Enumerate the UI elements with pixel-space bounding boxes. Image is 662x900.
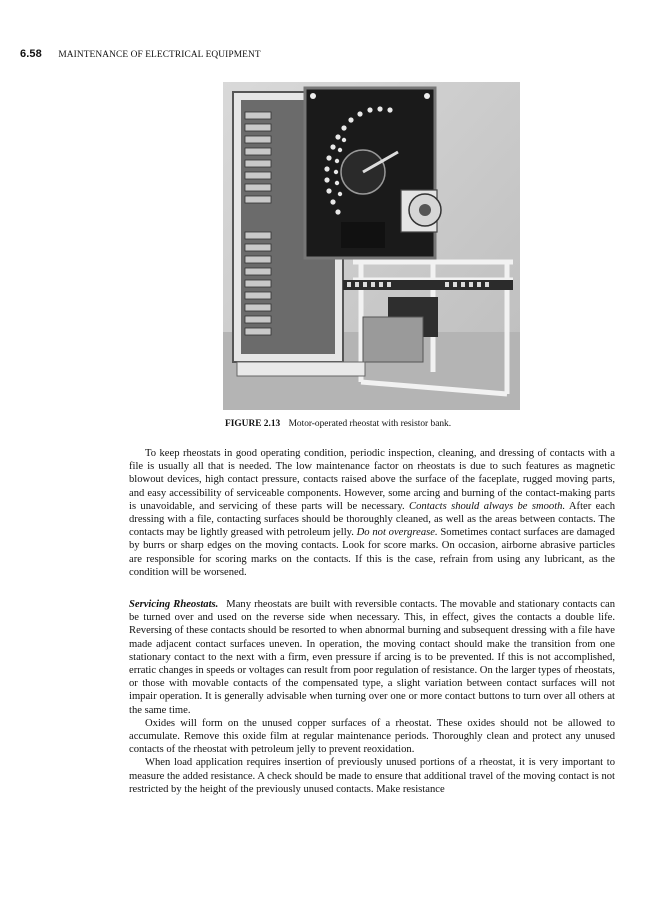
servicing-section [129,598,615,796]
rheostat-photo-illustration [223,82,520,410]
intro-sentences-1: To keep rheostats in good operating condition, periodic inspection, cleaning, and dressing of contacts with a file is usually all that is needed. The low maintenance factor on rheostats is due to such features as magnetic blowout devices, high contact pressure, contacts raised above the surface of the faceplate, rugged moving parts, and easy accessibility of serviceable components. However, some arcing and burning of the contact-making parts is unavoidable, and servicing of these parts will be necessary. [129,448,615,512]
intro-sentences-2: After each dressing with a file, contacting surfaces should be thoroughly cleaned, as well as the areas between contacts. The contacts may be lightly greased with petroleum jelly. [129,500,616,539]
page-number: 6.58 [20,48,42,60]
figure-photo-rheostat [223,82,520,410]
intro-paragraph [129,447,615,579]
section-paragraph-1-text: Many rheostats are built with reversible contacts. The movable and stationary contacts can be turned over and used on the reverse side when necessary. This, in effect, gives the contacts a double life. Reversing of these contacts should be resorted to when abnormal burning and subsequent dressing with a file have made adjacent contact surfaces uneven. In operation, the moving contact should make the transition from one stationary contact to the next with a firm, even pressure if arcing is to be prevented. If this is not accomplished, erratic changes in speeds or voltages can result from poor regulation of resistance. On the larger types of rheostats, or those with movable contacts of the compensated type, a slight variation between contact surfaces will not impair operation. It is generally advisable when turning over one or more contact buttons to turn over all others at the same time. [129,599,615,716]
intro-sentences-3: Sometimes contact surfaces are damaged by burrs or sharp edges on the moving contacts. Look for score marks. On occasion, airborne abrasive particles are responsible for scoring marks on the contacts. If this is the case, refrain from using any lubricant, as the condition will be worsened. [129,527,615,578]
section-paragraph-1 [129,598,615,717]
intro-paragraph-block [129,447,615,579]
section-heading: Servicing Rheostats. [129,599,219,610]
running-header [20,48,261,60]
running-title: MAINTENANCE OF ELECTRICAL EQUIPMENT [58,50,261,60]
figure-label: FIGURE 2.13 [225,419,281,429]
section-paragraph-3: When load application requires insertion of previously unused portions of a rheostat, it is very important to measure the added resistance. A check should be made to ensure that additional travel of the moving contact is not restricted by the height of the previously unused contacts. Make resistance [129,757,615,795]
emphasis-do-not-overgrease: Do not overgrease. [356,527,438,539]
emphasis-contacts-smooth: Contacts should always be smooth. [409,500,566,512]
figure-caption [225,419,451,429]
section-paragraph-2: Oxides will form on the unused copper surfaces of a rheostat. These oxides should not be allowed to accumulate. Remove this oxide film at regular maintenance periods. Thoroughly clean and protect any unused contacts of the rheostat with petroleum jelly to prevent reoxidation. [129,717,615,756]
figure-caption-text: Motor-operated rheostat with resistor bank. [288,419,452,429]
